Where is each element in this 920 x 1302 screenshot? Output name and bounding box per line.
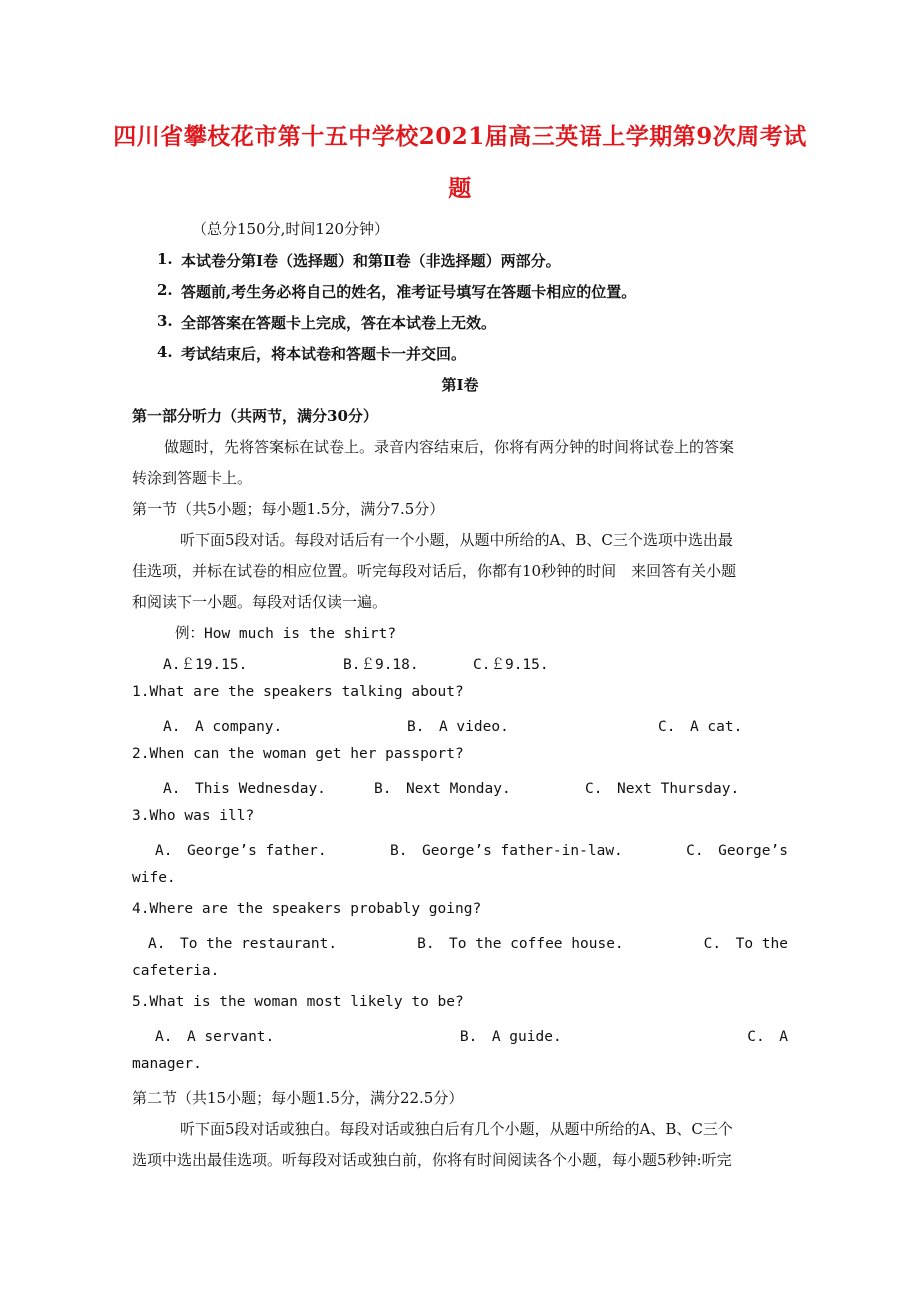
question-2-option-a: A. This Wednesday. (163, 781, 326, 797)
section2-intro-line: 选项中选出最佳选项。听每段对话或独白前，你将有时间阅读各个小题，每小题5秒钟:听完 (132, 1151, 732, 1169)
question-1-option-c: C. A cat. (658, 719, 743, 735)
volume-heading: 第Ⅰ卷 (441, 376, 479, 394)
question-5: 5.What is the woman most likely to be? (132, 994, 464, 1010)
question-4: 4.Where are the speakers probably going? (132, 901, 482, 917)
part1-heading: 第一部分听力（共两节，满分30分） (132, 407, 378, 425)
question-4-options (148, 932, 788, 953)
question-1-option-a: A. A company. (163, 719, 283, 735)
example-question: 例：How much is the shirt? (175, 626, 397, 642)
instruction-number: 1. (157, 250, 173, 268)
question-3-options (155, 839, 788, 860)
section1-heading: 第一节（共5小题；每小题1.5分，满分7.5分） (132, 500, 445, 518)
question-3-option-c: C. George’s (686, 843, 788, 859)
question-5-option-b: B. A guide. (459, 1029, 562, 1045)
question-1: 1.What are the speakers talking about? (132, 684, 464, 700)
question-2-option-b: B. Next Monday. (374, 781, 511, 797)
example-option-a: A.￡19.15. (163, 657, 248, 673)
question-2: 2.When can the woman get her passport? (132, 746, 464, 762)
section1-intro-line: 和阅读下一小题。每段对话仅读一遍。 (132, 593, 388, 611)
question-3-option-a: A. George’s father. (155, 843, 327, 859)
part1-intro-line: 做题时，先将答案标在试卷上。录音内容结束后，你将有两分钟的时间将试卷上的答案 (164, 438, 735, 456)
question-4-option-a: A. To the restaurant. (148, 936, 338, 952)
instruction-text: 全部答案在答题卡上完成，答在本试卷上无效。 (181, 314, 497, 332)
instruction-number: 2. (157, 281, 173, 299)
question-4-option-b: B. To the coffee house. (417, 936, 624, 952)
instruction-text: 答题前,考生务必将自己的姓名，准考证号填写在答题卡相应的位置。 (181, 283, 637, 301)
instruction-number: 4. (157, 343, 173, 361)
question-3: 3.Who was ill? (132, 808, 255, 824)
instruction-text: 考试结束后，将本试卷和答题卡一并交回。 (181, 345, 467, 363)
question-2-option-c: C. Next Thursday. (585, 781, 740, 797)
example-option-c: C.￡9.15. (473, 657, 549, 673)
instruction-number: 3. (157, 312, 173, 330)
question-5-option-a: A. A servant. (155, 1029, 275, 1045)
example-option-b: B.￡9.18. (343, 657, 419, 673)
question-5-options (155, 1025, 788, 1046)
exam-info: （总分150分,时间120分钟） (192, 220, 390, 238)
document-title-line-1: 四川省攀枝花市第十五中学校2021届高三英语上学期第9次周考试 (113, 123, 807, 150)
question-3-option-b: B. George’s father-in-law. (390, 843, 623, 859)
section2-intro-line: 听下面5段对话或独白。每段对话或独白后有几个小题，从题中所给的A、B、C三个 (180, 1120, 733, 1138)
section2-heading: 第二节（共15小题；每小题1.5分，满分22.5分） (132, 1089, 464, 1107)
question-4-option-c-wrap: cafeteria. (132, 963, 220, 979)
question-3-option-c-wrap: wife. (132, 870, 176, 886)
question-1-option-b: B. A video. (407, 719, 509, 735)
question-5-option-c-wrap: manager. (132, 1056, 202, 1072)
part1-intro-line: 转涂到答题卡上。 (132, 469, 253, 487)
question-5-option-c: C. A (747, 1029, 788, 1045)
document-title-line-2: 题 (448, 175, 472, 202)
section1-intro-line: 佳选项，并标在试卷的相应位置。听完每段对话后，你都有10秒钟的时间 来回答有关小题 (132, 562, 737, 580)
question-4-option-c: C. To the (703, 936, 788, 952)
section1-intro-line: 听下面5段对话。每段对话后有一个小题，从题中所给的A、B、C三个选项中选出最 (180, 531, 733, 549)
instruction-text: 本试卷分第Ⅰ卷（选择题）和第Ⅱ卷（非选择题）两部分。 (181, 252, 561, 270)
